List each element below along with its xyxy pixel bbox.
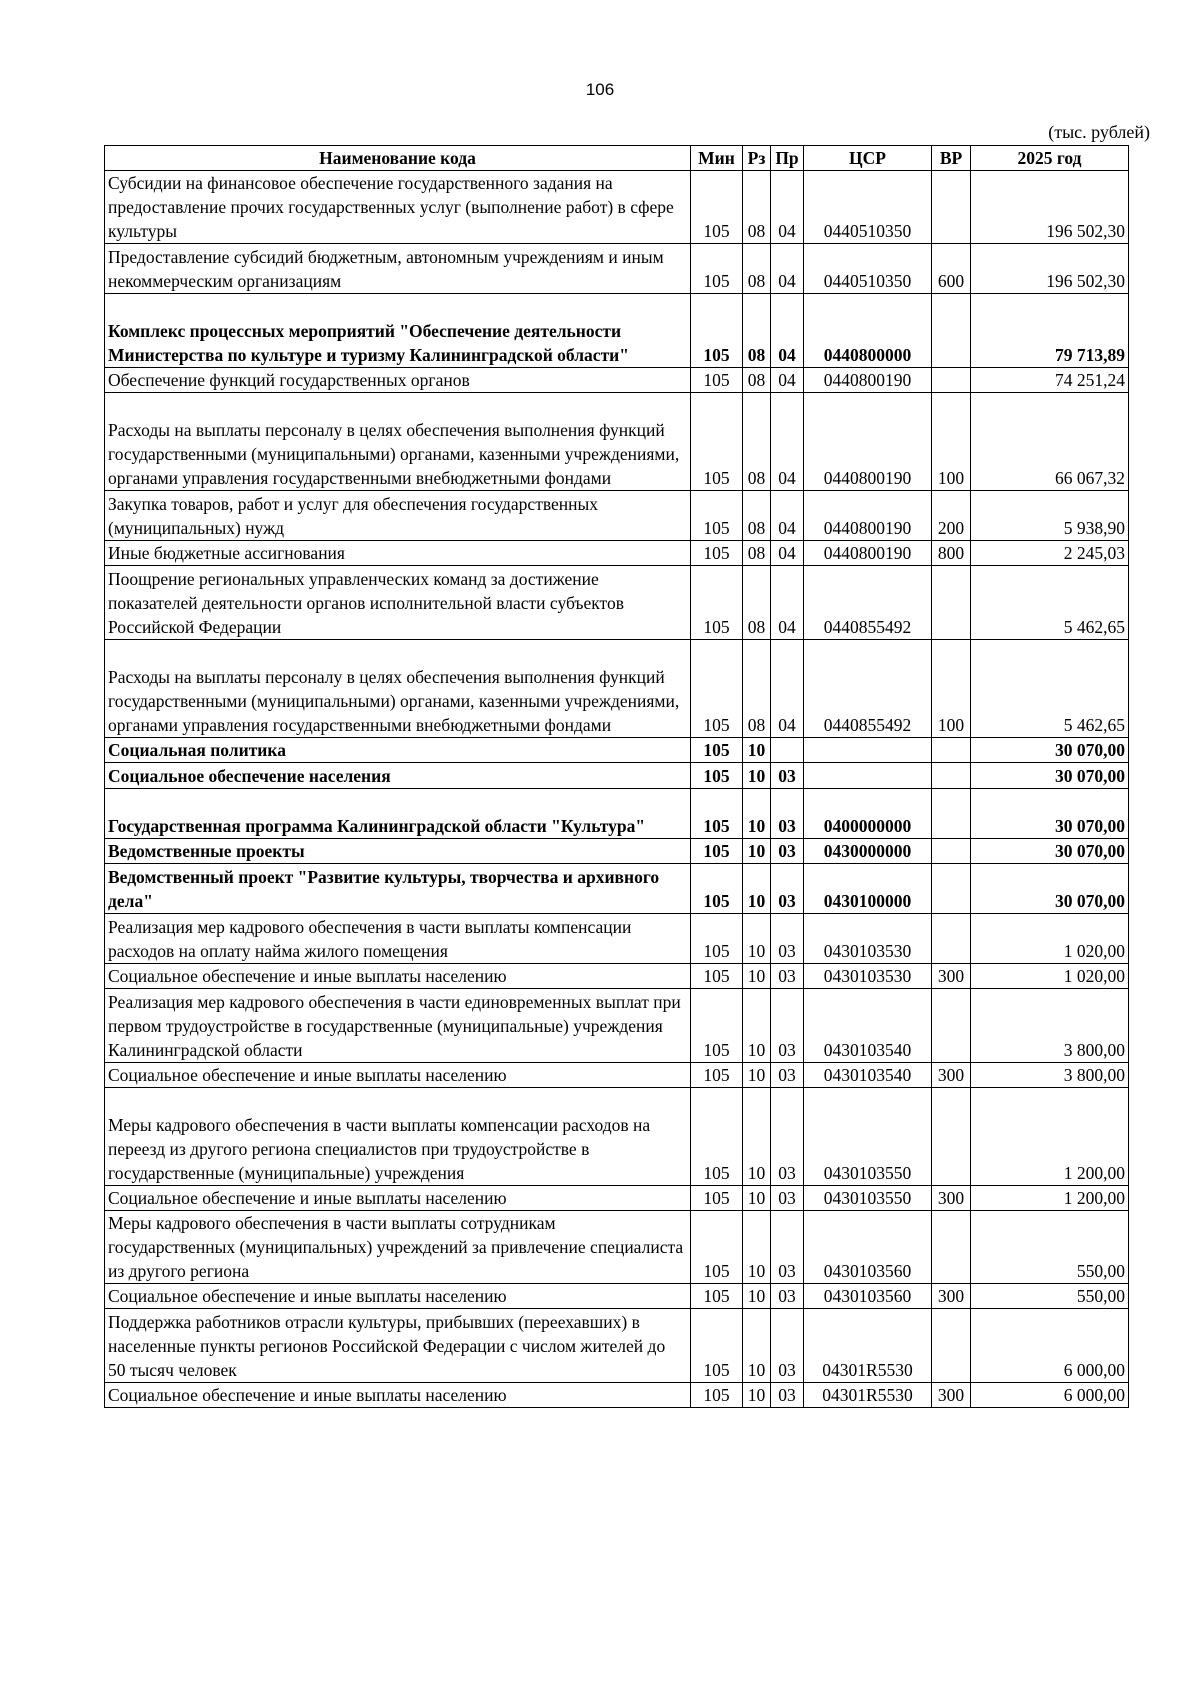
cell-pr: 03	[771, 789, 804, 839]
table-row	[105, 640, 1129, 738]
cell-rz: 08	[743, 368, 771, 393]
cell-vr: 200	[932, 491, 971, 541]
header-min: Мин	[691, 146, 743, 171]
page-number: 106	[585, 80, 615, 99]
cell-rz: 10	[743, 1383, 771, 1408]
cell-amount: 1 020,00	[971, 914, 1129, 964]
cell-rz: 10	[743, 989, 771, 1063]
cell-name: Реализация мер кадрового обеспечения в части единовременных выплат при первом трудоустройстве в государственные (муниципальные) учреждения Калининградской области	[105, 989, 691, 1063]
table-row	[105, 738, 1129, 763]
cell-min: 105	[691, 171, 743, 244]
cell-rz: 10	[743, 914, 771, 964]
cell-amount: 1 200,00	[971, 1088, 1129, 1186]
header-rz: Рз	[743, 146, 771, 171]
cell-vr	[932, 989, 971, 1063]
cell-pr	[771, 738, 804, 763]
cell-min: 105	[691, 541, 743, 566]
cell-vr: 100	[932, 640, 971, 738]
cell-pr: 04	[771, 541, 804, 566]
cell-amount: 6 000,00	[971, 1383, 1129, 1408]
table-row	[105, 1088, 1129, 1186]
cell-pr: 03	[771, 1063, 804, 1088]
cell-pr: 04	[771, 368, 804, 393]
cell-csr: 0430103540	[804, 989, 932, 1063]
cell-csr: 04301R5530	[804, 1309, 932, 1383]
cell-csr: 0440510350	[804, 244, 932, 294]
table-row	[105, 1284, 1129, 1309]
cell-name: Иные бюджетные ассигнования	[105, 541, 691, 566]
cell-amount: 30 070,00	[971, 839, 1129, 864]
table-row	[105, 541, 1129, 566]
cell-vr	[932, 1309, 971, 1383]
cell-vr: 300	[932, 964, 971, 989]
cell-min: 105	[691, 964, 743, 989]
units-label: (тыс. рублей)	[1048, 122, 1150, 142]
cell-rz: 10	[743, 1186, 771, 1211]
cell-min: 105	[691, 393, 743, 491]
cell-name: Обеспечение функций государственных органов	[105, 368, 691, 393]
cell-rz: 08	[743, 640, 771, 738]
cell-pr: 03	[771, 914, 804, 964]
header-pr: Пр	[771, 146, 804, 171]
cell-amount: 30 070,00	[971, 738, 1129, 763]
cell-min: 105	[691, 1088, 743, 1186]
cell-pr: 03	[771, 839, 804, 864]
cell-min: 105	[691, 864, 743, 914]
header-amount: 2025 год	[971, 146, 1129, 171]
cell-pr: 04	[771, 244, 804, 294]
cell-pr: 04	[771, 491, 804, 541]
cell-amount: 5 462,65	[971, 640, 1129, 738]
cell-name: Ведомственный проект "Развитие культуры, творчества и архивного дела"	[105, 864, 691, 914]
cell-min: 105	[691, 294, 743, 368]
cell-csr	[804, 738, 932, 763]
cell-csr: 0430103540	[804, 1063, 932, 1088]
cell-vr: 300	[932, 1383, 971, 1408]
cell-amount: 30 070,00	[971, 763, 1129, 789]
header-csr: ЦСР	[804, 146, 932, 171]
cell-pr: 04	[771, 640, 804, 738]
table-row	[105, 244, 1129, 294]
cell-vr: 100	[932, 393, 971, 491]
table-row	[105, 839, 1129, 864]
cell-amount: 30 070,00	[971, 789, 1129, 839]
cell-name: Социальная политика	[105, 738, 691, 763]
cell-name: Государственная программа Калининградской области "Культура"	[105, 789, 691, 839]
cell-min: 105	[691, 789, 743, 839]
cell-csr: 0430103550	[804, 1186, 932, 1211]
table-row	[105, 1211, 1129, 1284]
cell-vr	[932, 763, 971, 789]
cell-name: Поощрение региональных управленческих команд за достижение показателей деятельности органов исполнительной власти субъектов Российской Федерации	[105, 566, 691, 640]
cell-vr	[932, 566, 971, 640]
cell-rz: 10	[743, 964, 771, 989]
cell-csr: 0440800000	[804, 294, 932, 368]
table-row	[105, 171, 1129, 244]
cell-name: Социальное обеспечение и иные выплаты населению	[105, 1063, 691, 1088]
cell-min: 105	[691, 1186, 743, 1211]
cell-amount: 79 713,89	[971, 294, 1129, 368]
cell-csr: 0430103530	[804, 964, 932, 989]
table-row	[105, 989, 1129, 1063]
cell-name: Закупка товаров, работ и услуг для обеспечения государственных (муниципальных) нужд	[105, 491, 691, 541]
table-row	[105, 393, 1129, 491]
cell-rz: 10	[743, 789, 771, 839]
cell-min: 105	[691, 491, 743, 541]
cell-amount: 5 462,65	[971, 566, 1129, 640]
cell-name: Социальное обеспечение и иные выплаты населению	[105, 1284, 691, 1309]
cell-vr	[932, 864, 971, 914]
cell-min: 105	[691, 738, 743, 763]
cell-rz: 10	[743, 864, 771, 914]
cell-rz: 10	[743, 1309, 771, 1383]
cell-name: Меры кадрового обеспечения в части выплаты сотрудникам государственных (муниципальных) учреждений за привлечение специалиста из другого региона	[105, 1211, 691, 1284]
cell-rz: 10	[743, 1088, 771, 1186]
table-row	[105, 964, 1129, 989]
cell-csr: 0440510350	[804, 171, 932, 244]
cell-pr: 04	[771, 566, 804, 640]
cell-name: Субсидии на финансовое обеспечение государственного задания на предоставление прочих государственных услуг (выполнение работ) в сфере культуры	[105, 171, 691, 244]
cell-csr: 04301R5530	[804, 1383, 932, 1408]
cell-name: Реализация мер кадрового обеспечения в части выплаты компенсации расходов на оплату найма жилого помещения	[105, 914, 691, 964]
budget-table	[104, 145, 1129, 1408]
table-row	[105, 368, 1129, 393]
cell-amount: 1 020,00	[971, 964, 1129, 989]
cell-rz: 10	[743, 1063, 771, 1088]
cell-min: 105	[691, 1383, 743, 1408]
table-row	[105, 1309, 1129, 1383]
cell-vr	[932, 789, 971, 839]
cell-amount: 30 070,00	[971, 864, 1129, 914]
cell-min: 105	[691, 839, 743, 864]
cell-vr: 600	[932, 244, 971, 294]
cell-name: Социальное обеспечение и иные выплаты населению	[105, 964, 691, 989]
cell-name: Социальное обеспечение и иные выплаты населению	[105, 1383, 691, 1408]
cell-name: Меры кадрового обеспечения в части выплаты компенсации расходов на переезд из другого региона специалистов при трудоустройстве в государственные (муниципальные) учреждения	[105, 1088, 691, 1186]
cell-amount: 196 502,30	[971, 244, 1129, 294]
cell-vr	[932, 1211, 971, 1284]
table-body	[105, 171, 1129, 1408]
cell-pr: 03	[771, 1383, 804, 1408]
cell-min: 105	[691, 368, 743, 393]
cell-rz: 10	[743, 763, 771, 789]
cell-rz: 08	[743, 541, 771, 566]
cell-min: 105	[691, 914, 743, 964]
cell-csr	[804, 763, 932, 789]
table-row	[105, 914, 1129, 964]
cell-csr: 0430103560	[804, 1284, 932, 1309]
cell-vr	[932, 1088, 971, 1186]
cell-pr: 03	[771, 989, 804, 1063]
cell-amount: 3 800,00	[971, 989, 1129, 1063]
cell-csr: 0440800190	[804, 393, 932, 491]
header-name: Наименование кода	[105, 146, 691, 171]
cell-csr: 0440800190	[804, 491, 932, 541]
cell-csr: 0400000000	[804, 789, 932, 839]
cell-rz: 10	[743, 1211, 771, 1284]
cell-vr	[932, 738, 971, 763]
cell-csr: 0440855492	[804, 640, 932, 738]
cell-pr: 03	[771, 1284, 804, 1309]
cell-amount: 550,00	[971, 1284, 1129, 1309]
cell-amount: 5 938,90	[971, 491, 1129, 541]
cell-rz: 08	[743, 171, 771, 244]
cell-name: Расходы на выплаты персоналу в целях обеспечения выполнения функций государственными (муниципальными) органами, казенными учреждениями, органами управления государственными внебюджетными фондами	[105, 393, 691, 491]
cell-vr: 300	[932, 1063, 971, 1088]
cell-pr: 03	[771, 763, 804, 789]
cell-name: Расходы на выплаты персоналу в целях обеспечения выполнения функций государственными (муниципальными) органами, казенными учреждениями, органами управления государственными внебюджетными фондами	[105, 640, 691, 738]
cell-name: Социальное обеспечение населения	[105, 763, 691, 789]
cell-min: 105	[691, 1211, 743, 1284]
cell-pr: 03	[771, 964, 804, 989]
cell-pr: 04	[771, 294, 804, 368]
table-row	[105, 1063, 1129, 1088]
table-header-row	[105, 146, 1129, 171]
cell-name: Поддержка работников отрасли культуры, прибывших (переехавших) в населенные пункты регионов Российской Федерации с числом жителей до 50 тысяч человек	[105, 1309, 691, 1383]
cell-vr: 300	[932, 1284, 971, 1309]
cell-amount: 550,00	[971, 1211, 1129, 1284]
cell-name: Комплекс процессных мероприятий "Обеспечение деятельности Министерства по культуре и туризму Калининградской области"	[105, 294, 691, 368]
cell-min: 105	[691, 566, 743, 640]
cell-rz: 08	[743, 294, 771, 368]
cell-pr: 04	[771, 171, 804, 244]
cell-rz: 08	[743, 566, 771, 640]
cell-rz: 10	[743, 738, 771, 763]
cell-amount: 1 200,00	[971, 1186, 1129, 1211]
cell-vr: 300	[932, 1186, 971, 1211]
table-row	[105, 1383, 1129, 1408]
cell-name: Ведомственные проекты	[105, 839, 691, 864]
cell-name: Предоставление субсидий бюджетным, автономным учреждениям и иным некоммерческим организациям	[105, 244, 691, 294]
cell-csr: 0430000000	[804, 839, 932, 864]
table-row	[105, 763, 1129, 789]
cell-pr: 04	[771, 393, 804, 491]
cell-min: 105	[691, 1284, 743, 1309]
cell-csr: 0430103550	[804, 1088, 932, 1186]
cell-min: 105	[691, 244, 743, 294]
cell-rz: 08	[743, 244, 771, 294]
cell-vr	[932, 368, 971, 393]
cell-min: 105	[691, 640, 743, 738]
cell-csr: 0430103560	[804, 1211, 932, 1284]
cell-min: 105	[691, 989, 743, 1063]
cell-amount: 74 251,24	[971, 368, 1129, 393]
cell-amount: 6 000,00	[971, 1309, 1129, 1383]
table-row	[105, 294, 1129, 368]
cell-min: 105	[691, 1063, 743, 1088]
cell-vr	[932, 171, 971, 244]
cell-amount: 196 502,30	[971, 171, 1129, 244]
cell-vr	[932, 839, 971, 864]
cell-vr: 800	[932, 541, 971, 566]
cell-rz: 10	[743, 1284, 771, 1309]
table-row	[105, 566, 1129, 640]
cell-rz: 10	[743, 839, 771, 864]
cell-amount: 66 067,32	[971, 393, 1129, 491]
table-row	[105, 491, 1129, 541]
cell-vr	[932, 294, 971, 368]
cell-min: 105	[691, 1309, 743, 1383]
cell-vr	[932, 914, 971, 964]
cell-pr: 03	[771, 1088, 804, 1186]
cell-pr: 03	[771, 1186, 804, 1211]
cell-amount: 3 800,00	[971, 1063, 1129, 1088]
table-row	[105, 864, 1129, 914]
cell-csr: 0440855492	[804, 566, 932, 640]
cell-pr: 03	[771, 864, 804, 914]
cell-name: Социальное обеспечение и иные выплаты населению	[105, 1186, 691, 1211]
cell-pr: 03	[771, 1211, 804, 1284]
cell-rz: 08	[743, 491, 771, 541]
table-row	[105, 1186, 1129, 1211]
cell-csr: 0440800190	[804, 541, 932, 566]
cell-pr: 03	[771, 1309, 804, 1383]
cell-rz: 08	[743, 393, 771, 491]
table-row	[105, 789, 1129, 839]
cell-csr: 0440800190	[804, 368, 932, 393]
cell-csr: 0430103530	[804, 914, 932, 964]
cell-csr: 0430100000	[804, 864, 932, 914]
header-vr: ВР	[932, 146, 971, 171]
cell-amount: 2 245,03	[971, 541, 1129, 566]
cell-min: 105	[691, 763, 743, 789]
